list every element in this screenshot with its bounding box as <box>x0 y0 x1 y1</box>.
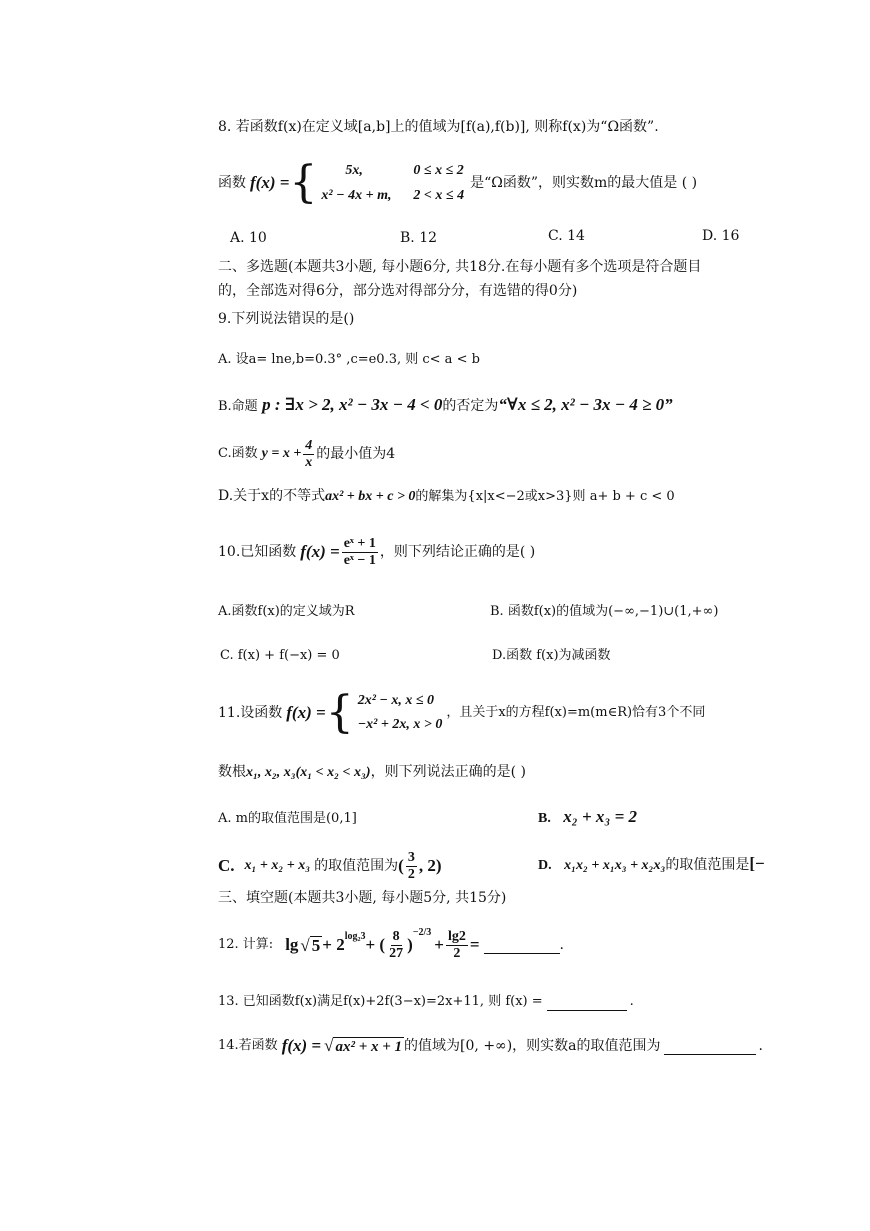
q9-d-expr: ax² + bx + c > 0 <box>325 489 416 504</box>
q9-c-lead: C.函数 <box>218 446 258 461</box>
q11-option-b <box>538 808 637 828</box>
q9-b-negation: “∀x ≤ 2, x² − 3x − 4 ≥ 0” <box>498 395 673 414</box>
q10-tail: ，则下列结论正确的是( ) <box>379 544 536 560</box>
q11-option-d <box>538 855 870 875</box>
q13-end: . <box>629 994 634 1009</box>
q11-b-label: B. <box>538 811 551 826</box>
q8-brace: { <box>289 157 318 208</box>
q11-c-fraction <box>406 850 417 883</box>
q12-frac1-num: 8 <box>392 928 400 944</box>
q14-fx: f(x) = <box>281 1036 322 1055</box>
q8-piece1-cond: 0 ≤ x ≤ 2 <box>413 163 464 178</box>
q11-line2 <box>218 763 526 782</box>
q12-eq: = <box>469 935 480 954</box>
q11-line2-expr: x₁, x₂, x₃(x₁ < x₂ < x₃) <box>246 765 371 780</box>
q9-b-mid: 的否定为 <box>442 398 499 414</box>
q10-option-c: C. f(x) + f(−x) = 0 <box>220 648 340 663</box>
q10-option-d: D.函数 f(x)为减函数 <box>492 648 611 663</box>
q9-c-expr: y = x + <box>261 446 302 461</box>
q9-c-fraction <box>303 438 314 471</box>
q12-lead: 12. 计算: <box>218 937 274 952</box>
q11-d-expr: x₁x₂ + x₁x₃ + x₂x₃ <box>564 858 666 873</box>
q11-c-num: 3 <box>407 849 415 865</box>
q8-line1: 8. 若函数f(x)在定义域[a,b]上的值域为[f(a),f(b)], 则称f(x)为“Ω函数”. <box>218 119 659 135</box>
q9-option-a: A. 设a= lne,b=0.3° ,c=e0.3, 则 c< a < b <box>218 352 480 367</box>
q8-option-c: C. 14 <box>548 228 585 244</box>
q12-fraction2 <box>446 929 468 962</box>
q12-frac1-den: 27 <box>389 945 404 961</box>
q11-d-mid: 的取值范围是 <box>665 857 750 873</box>
q12-lg: lg <box>285 935 299 954</box>
q10-den: eˣ − 1 <box>343 552 376 568</box>
q9-d-tail: 的解集为{x|x<−2或x>3}则 a+ b + c < 0 <box>415 489 675 504</box>
q12-plus: + <box>434 935 444 954</box>
q11-b-expr: x₂ + x₃ = 2 <box>563 807 638 826</box>
q11-stem <box>218 688 705 738</box>
q8-piece2-expr: x² − 4x + m, <box>321 188 392 203</box>
q9-b-expr: p : ∃x > 2, x² − 3x − 4 < 0 <box>262 395 443 414</box>
q8-option-b: B. 12 <box>400 230 438 246</box>
q14-line <box>218 1032 763 1060</box>
q12-frac2-den: 2 <box>453 945 461 961</box>
q11-c-expr: x₁ + x₂ + x₃ <box>244 858 311 873</box>
q12-answer-blank[interactable] <box>484 937 560 954</box>
q8-pieces <box>321 158 464 208</box>
q10-num: eˣ + 1 <box>343 535 376 551</box>
q14-tail: 的值域为[0, +∞)，则实数a的取值范围为 <box>404 1038 661 1054</box>
q14-radicand: ax² + x + 1 <box>335 1038 403 1055</box>
q11-c-open: ( <box>398 856 404 875</box>
q12-frac-exp: −2/3 <box>412 927 432 938</box>
q12-open: + ( <box>365 935 386 954</box>
q11-d-end: [− <box>749 855 765 873</box>
q12-close: ) <box>407 935 413 954</box>
q12-radicand: 5 <box>311 935 321 955</box>
q10-stem <box>218 530 535 574</box>
q12-sqrt: √ 5 <box>300 935 321 955</box>
q13-answer-blank[interactable] <box>547 994 627 1011</box>
q11-lead: 11.设函数 <box>218 705 283 721</box>
q10-fx: f(x) = <box>300 542 340 561</box>
q14-end: . <box>758 1038 763 1054</box>
q11-d-label: D. <box>538 858 552 873</box>
q9-option-d <box>218 487 675 506</box>
q8-fx: f(x) = <box>250 173 290 192</box>
section2-heading-line2: 的，全部选对得6分，部分选对得部分分，有选错的得0分) <box>218 283 578 299</box>
q11-c-end: , 2) <box>418 856 442 875</box>
q11-c-label: C. <box>218 856 235 875</box>
section3-heading: 三、填空题(本题共3小题, 每小题5分, 共15分) <box>218 890 507 906</box>
q11-line2-tail: ，则下列说法正确的是( ) <box>370 764 526 780</box>
q8-lead: 函数 <box>218 175 246 191</box>
q11-pieces <box>358 689 443 737</box>
q8-option-d: D. 16 <box>702 228 740 244</box>
q11-option-c <box>218 846 441 886</box>
q14-lead: 14.若函数 <box>218 1038 278 1053</box>
q11-tail: ，且关于x的方程f(x)=m(m∈R)恰有3个不同 <box>446 705 706 720</box>
q11-c-mid: 的取值范围为 <box>314 858 399 874</box>
section2-heading-line1: 二、多选题(本题共3小题, 每小题6分, 共18分.在每小题有多个选项是符合题目 <box>218 259 702 275</box>
q11-line2-lead: 数根 <box>218 764 246 780</box>
q11-fx: f(x) = <box>286 703 326 722</box>
q12-frac2-num: lg2 <box>447 928 466 944</box>
q9-c-num: 4 <box>305 437 313 453</box>
q12-fraction1 <box>387 929 405 962</box>
q9-c-den: x <box>305 454 313 470</box>
q8-function-line <box>218 158 697 208</box>
q9-option-b <box>218 396 673 416</box>
q13-line <box>218 993 634 1011</box>
q12-line <box>218 922 564 968</box>
q10-lead: 10.已知函数 <box>218 544 297 560</box>
q8-tail: 是“Ω函数”，则实数m的最大值是 ( ) <box>470 175 698 191</box>
q12-end: . <box>559 937 564 953</box>
q11-option-a: A. m的取值范围是(0,1] <box>218 811 357 826</box>
q10-option-b: B. 函数f(x)的值域为(−∞,−1)∪(1,+∞) <box>490 604 719 619</box>
q8-piece1-expr: 5x, <box>345 163 363 178</box>
q11-c-den: 2 <box>407 866 415 882</box>
q11-piece2: −x² + 2x, x > 0 <box>357 717 443 732</box>
q9-stem: 9.下列说法错误的是() <box>218 311 355 327</box>
q8-piece2-cond: 2 < x ≤ 4 <box>413 188 465 203</box>
q11-piece1: 2x² − x, x ≤ 0 <box>357 693 435 708</box>
q9-d-lead: D.关于x的不等式 <box>218 488 326 504</box>
q9-b-lead: B.命题 <box>218 399 258 414</box>
q12-log-exp: log₂3 <box>344 931 366 942</box>
q9-c-tail: 的最小值为4 <box>316 446 396 462</box>
q12-two: + 2 <box>322 935 345 954</box>
q14-sqrt: √ ax² + x + 1 <box>324 1035 403 1055</box>
q10-fraction <box>342 536 378 569</box>
q14-answer-blank[interactable] <box>664 1038 756 1055</box>
q13-text: 13. 已知函数f(x)满足f(x)+2f(3−x)=2x+11, 则 f(x) = <box>218 994 543 1009</box>
q10-option-a: A.函数f(x)的定义域为R <box>218 604 355 619</box>
q9-option-c <box>218 434 395 474</box>
q8-option-a: A. 10 <box>230 230 267 246</box>
q11-brace: { <box>325 687 354 738</box>
